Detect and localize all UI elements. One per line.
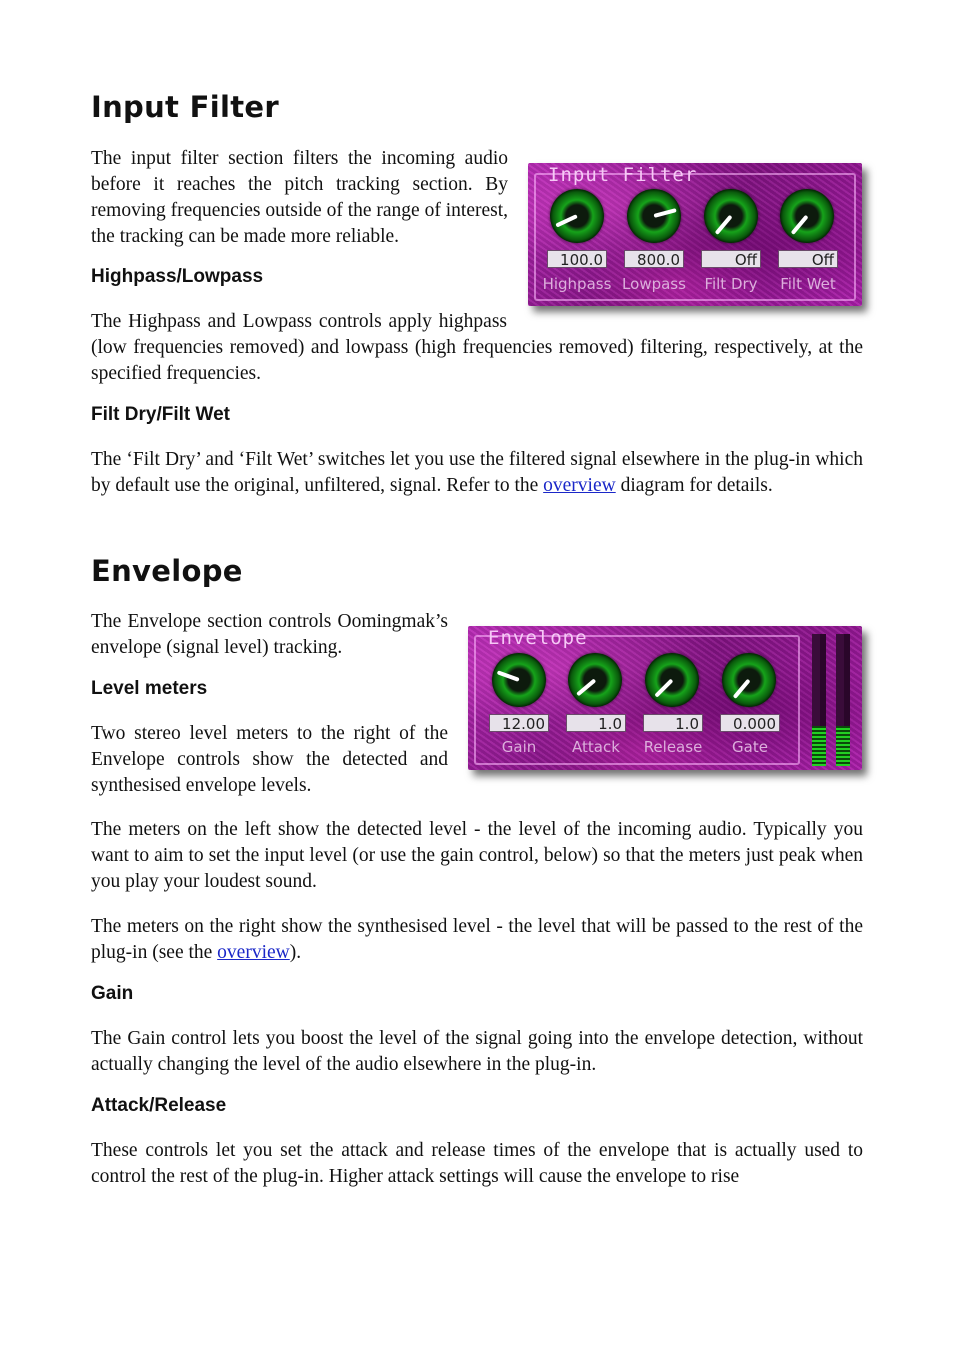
meter-fill: [844, 726, 850, 766]
highpass-knob[interactable]: [550, 189, 604, 243]
gate-value[interactable]: 0.000: [720, 714, 780, 732]
release-label: Release: [643, 738, 703, 756]
filt-wet-label: Filt Wet: [780, 275, 836, 293]
gain-label: Gain: [501, 738, 537, 756]
attack-label: Attack: [572, 738, 620, 756]
knob-pointer: [497, 670, 520, 682]
level-meters-text: Two stereo level meters to the right of the Envelope controls show the detected and synthesised envelope levels.: [91, 723, 448, 796]
input-filter-panel: [528, 163, 862, 306]
lowpass-knob[interactable]: [627, 189, 681, 243]
release-knob[interactable]: [645, 653, 699, 707]
knob-pointer: [654, 679, 673, 698]
overview-link[interactable]: overview: [543, 475, 616, 496]
heading-gain: Gain: [91, 983, 134, 1004]
filt-dry-wet-text: The ‘Filt Dry’ and ‘Filt Wet’ switches let you use the filtered signal elsewhere in the plug-in which by default use the original, unfiltered, signal. Refer to the overview diagram for details.: [91, 449, 863, 496]
envelope-intro: The Envelope section controls Oomingmak’s envelope (signal level) tracking.: [91, 611, 448, 658]
knob-pointer: [555, 214, 578, 227]
filt-wet-value[interactable]: Off: [778, 250, 838, 268]
knob-pointer: [791, 215, 809, 235]
meters-left-text: The meters on the left show the detected level - the level of the incoming audio. Typically you want to aim to set the input level (or use the gain control, below) so that the meters just peak when you play your loudest sound.: [91, 819, 863, 892]
meters-right-text: The meters on the right show the synthesised level - the level that will be passed to the rest of the plug-in (see the overview).: [91, 916, 863, 963]
level-meter-synth-right: [844, 634, 850, 766]
heading-level-meters: Level meters: [91, 678, 208, 699]
envelope-panel: [468, 626, 862, 770]
envelope-panel-title: Envelope: [488, 627, 588, 649]
filt-dry-knob[interactable]: [704, 189, 758, 243]
knob-pointer: [733, 679, 751, 699]
knob-pointer: [576, 678, 596, 696]
gain-knob[interactable]: [492, 653, 546, 707]
overview-link-2[interactable]: overview: [217, 942, 290, 963]
highpass-lowpass-text: The Highpass and Lowpass controls apply highpass (low frequencies removed) and lowpass (high frequencies removed) filtering, respectively, at the specified frequencies.: [91, 311, 863, 384]
float-spacer: [507, 309, 863, 335]
knob-pointer: [715, 215, 733, 235]
heading-envelope: Envelope: [91, 554, 243, 588]
level-meter-detected-right: [820, 634, 826, 766]
filt-dry-label: Filt Dry: [704, 275, 758, 293]
meter-fill: [820, 726, 826, 766]
gain-text: The Gain control lets you boost the level of the signal going into the envelope detection, without actually changing the level of the audio elsewhere in the plug-in.: [91, 1028, 863, 1075]
heading-input-filter: Input Filter: [91, 90, 279, 124]
lowpass-value[interactable]: 800.0: [624, 250, 684, 268]
gain-value[interactable]: 12.00: [489, 714, 549, 732]
input-filter-panel-title: Input Filter: [548, 164, 698, 186]
heading-filt-dry-wet: Filt Dry/Filt Wet: [91, 404, 230, 425]
attack-knob[interactable]: [568, 653, 622, 707]
filt-dry-value[interactable]: Off: [701, 250, 761, 268]
knob-pointer: [653, 208, 676, 218]
lowpass-label: Lowpass: [622, 275, 686, 293]
attack-release-text: These controls let you set the attack and release times of the envelope that is actually used to control the rest of the plug-in. Higher attack settings will cause the envelope to rise: [91, 1140, 863, 1187]
attack-value[interactable]: 1.0: [566, 714, 626, 732]
input-filter-intro: The input filter section filters the incoming audio before it reaches the pitch tracking section. By removing frequencies outside of the range of interest, the tracking can be made more reliable.: [91, 148, 508, 247]
highpass-value[interactable]: 100.0: [547, 250, 607, 268]
release-value[interactable]: 1.0: [643, 714, 703, 732]
heading-highpass-lowpass: Highpass/Lowpass: [91, 266, 264, 287]
heading-attack-release: Attack/Release: [91, 1095, 227, 1116]
gate-knob[interactable]: [722, 653, 776, 707]
filt-wet-knob[interactable]: [780, 189, 834, 243]
highpass-label: Highpass: [542, 275, 612, 293]
gate-label: Gate: [732, 738, 768, 756]
